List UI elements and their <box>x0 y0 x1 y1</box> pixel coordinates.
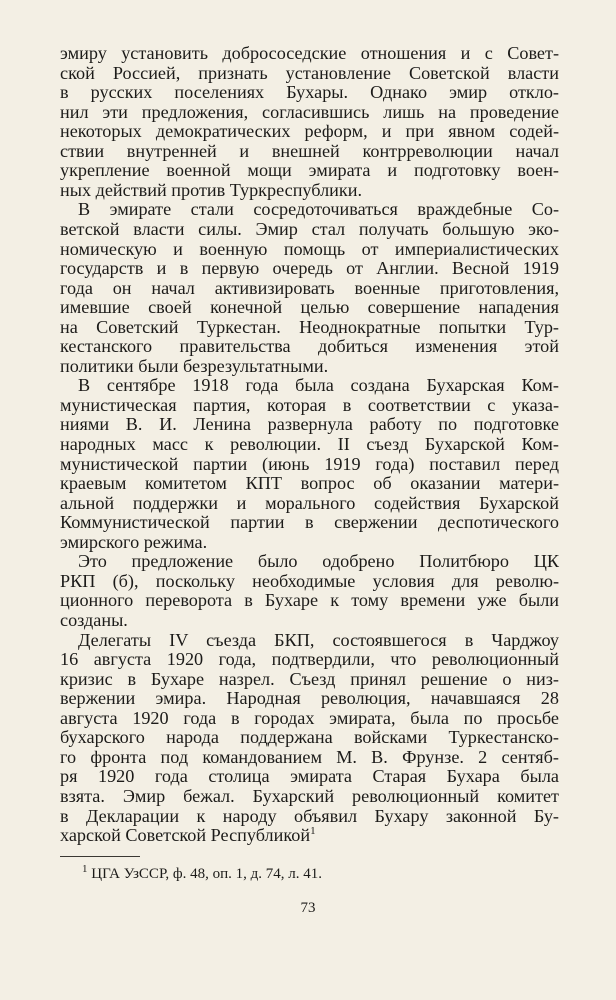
paragraph-start-line: В сентябре 1918 года была создана Бухарская Ком- <box>78 375 559 396</box>
text-line: народных масс к революции. II съезд Бухарской Ком- <box>60 434 559 454</box>
footnote-marker: 1 <box>82 863 88 875</box>
text-line: РКП (б), поскольку необходимые условия для револю- <box>60 570 559 591</box>
paragraph-start-line: В эмирате стали сосредоточиваться враждебные Со- <box>78 199 559 220</box>
page-number: 73 <box>300 900 316 916</box>
text-line: го фронта под командованием М. В. Фрунзе. 2 сентяб- <box>60 746 559 767</box>
text-line: в Декларации к народу объявил Бухару законной Бу- <box>60 805 559 826</box>
text-line: ниями В. И. Ленина развернула работу по подготовке <box>60 414 559 435</box>
text-line: ционного переворота в Бухаре к тому времени уже были <box>60 590 559 611</box>
text-line: харской Советской Республикой$^1$ <box>60 824 316 845</box>
footnote-text: ЦГА УзССР, ф. 48, оп. 1, д. 74, л. 41. <box>91 866 323 882</box>
text-line: ветской власти силы. Эмир стал получать большую эко- <box>60 219 559 239</box>
text-line: вержении эмира. Народная революция, начавшаяся 28 <box>60 688 559 709</box>
text-line: нил эти предложения, согласившись лишь на проведение <box>60 101 559 122</box>
text-line: августа 1920 года в городах эмирата, была по просьбе <box>60 707 559 728</box>
paragraph-start-line: Делегаты IV съезда БКП, состоявшегося в Чарджоу <box>78 629 559 650</box>
text-line: ствии внутренней и внешней контрреволюции начал <box>60 140 559 161</box>
text-line: кризис в Бухаре назрел. Съезд принял решение о низ- <box>60 668 559 689</box>
text-line: мунистическая партия, которая в соответствии с указа- <box>60 394 559 415</box>
footnote-reference: 1 <box>310 824 316 837</box>
text-line: ря 1920 года столица эмирата Старая Бухара была <box>60 766 559 787</box>
text-line: на Советский Туркестан. Неоднократные попытки Тур- <box>60 316 559 337</box>
text-line: краевым комитетом КПТ вопрос об оказании матери- <box>60 473 559 494</box>
text-line: года он начал активизировать военные приготовления, <box>60 277 559 298</box>
footnote-divider <box>60 856 140 857</box>
text-line: взята. Эмир бежал. Бухарский революционный комитет <box>60 785 559 806</box>
text-line: некоторых демократических реформ, и при явном содей- <box>60 121 559 142</box>
text-line: Коммунистической партии в свержении деспотического <box>60 512 559 533</box>
text-line: политики были безрезультатными. <box>60 355 329 376</box>
text-line: ных действий против Туркреспублики. <box>60 179 363 200</box>
text-line: номическую и военную помощь от империалистических <box>60 238 559 259</box>
text-line: бухарского народа поддержана войсками Туркестанско- <box>60 727 559 748</box>
paragraph-start-line: Это предложение было одобрено Политбюро ЦК <box>78 551 559 572</box>
text-line: эмиру установить добрососедские отношения и с Совет- <box>60 43 559 63</box>
text-line: государств и в первую очередь от Англии. Весной 1919 <box>60 258 559 279</box>
text-line: 16 августа 1920 года, подтвердили, что революционный <box>60 649 559 670</box>
text-line: кестанского правительства добиться изменения этой <box>60 336 559 357</box>
text-line: созданы. <box>60 610 128 630</box>
text-line: альной поддержки и морального содействия Бухарской <box>60 492 559 513</box>
text-line: в русских поселениях Бухары. Однако эмир откло- <box>60 82 559 103</box>
text-line: ской Россией, признать установление Советской власти <box>60 62 559 83</box>
text-line: имевшие своей конечной целью совершение нападения <box>60 297 559 318</box>
text-line: укрепление военной мощи эмирата и подготовку воен- <box>60 160 559 181</box>
footnote <box>82 864 322 884</box>
text-line: мунистической партии (июнь 1919 года) поставил перед <box>60 453 559 474</box>
text-line: эмирского режима. <box>60 531 208 552</box>
